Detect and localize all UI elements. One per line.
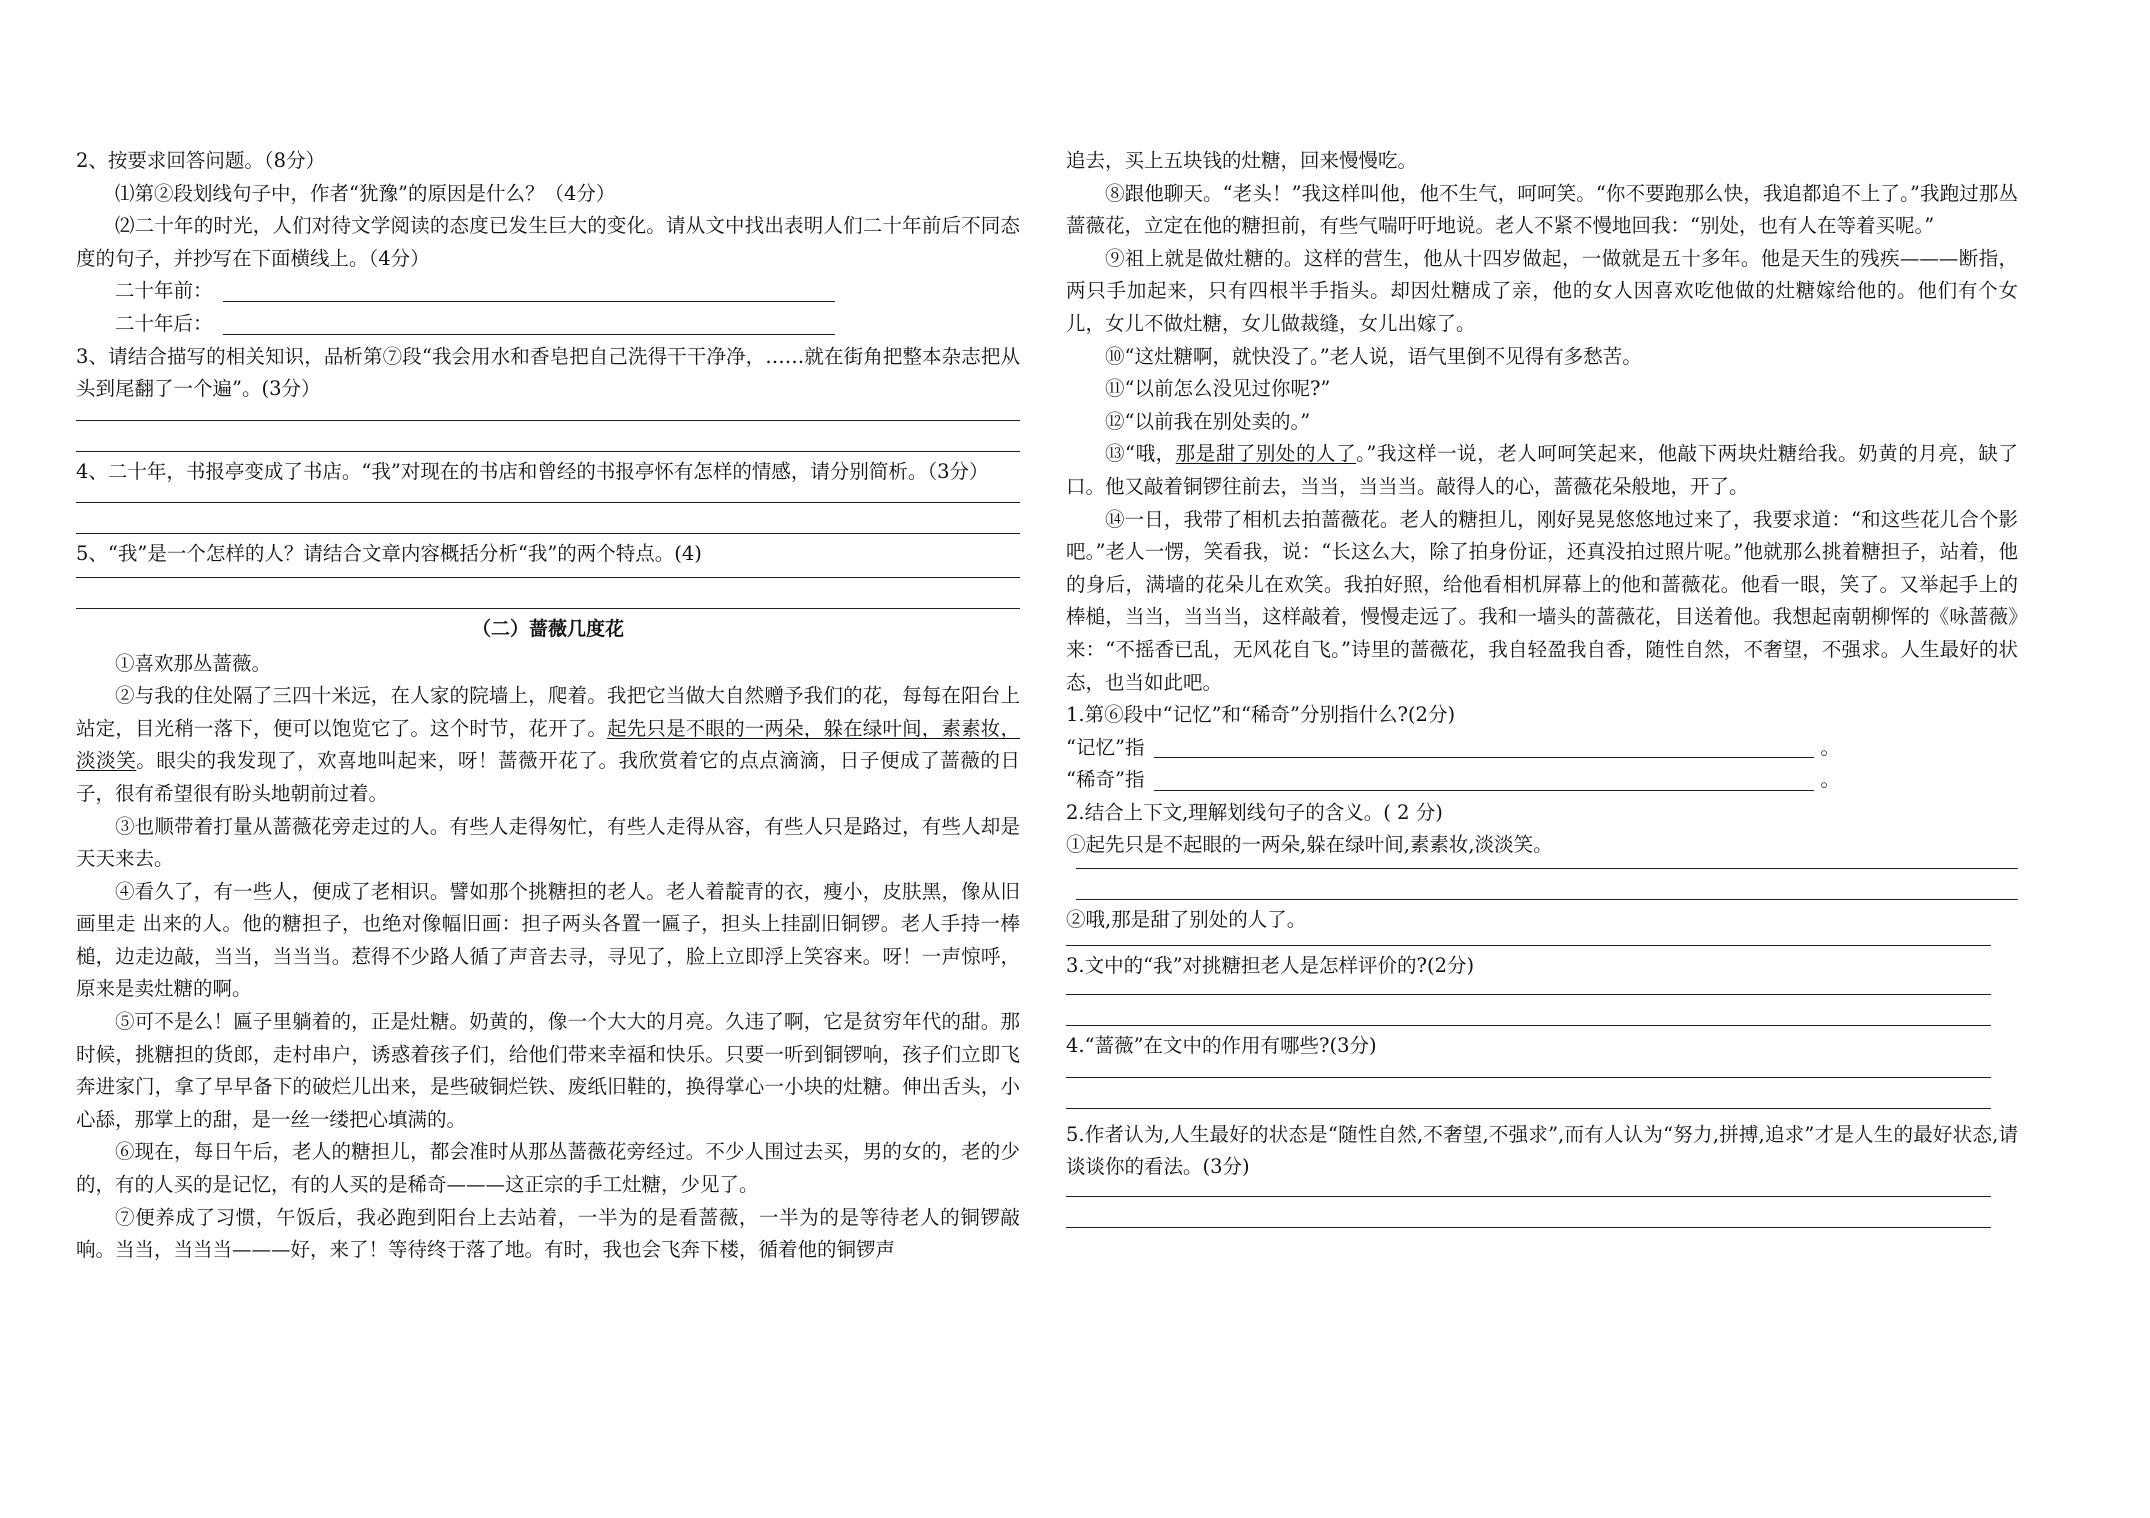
rq3-stem: 3.文中的“我”对挑糖担老人是怎样评价的?(2分)	[1066, 953, 1475, 977]
q2-sub1: ⑴第②段划线句子中，作者“犹豫”的原因是什么？（4分）	[115, 181, 616, 205]
rq2-stem: 2.结合上下文,理解划线句子的含义。( 2 分)	[1066, 800, 1443, 824]
paragraph-3: ③也顺带着打量从蔷薇花旁走过的人。有些人走得匆忙，有些人走得从容，有些人只是路过，有些人却是天天来去。	[76, 814, 1020, 871]
q4-stem: 4、二十年，书报亭变成了书店。“我”对现在的书店和曾经的书报亭怀有怎样的情感，请分别简析。（3分）	[76, 459, 989, 483]
rq3-answer-line[interactable]	[1066, 1025, 1991, 1026]
paragraph-13: ⑬“哦，那是甜了别处的人了。”我这样一说，老人呵呵笑起来，他敲下两块灶糖给我。奶黄的月亮，缺了口。他又敲着铜锣往前去，当当，当当当。敲得人的心，蔷薇花朵般地，开了。	[1066, 442, 2018, 498]
paragraph-5: ⑤可不是么！匾子里躺着的，正是灶糖。奶黄的，像一个大大的月亮。久违了啊，它是贫穷年代的甜。那时候，挑糖担的货郎，走村串户，诱惑着孩子们，给他们带来幸福和快乐。只要一听到铜锣响，孩子们立即飞奔进家门，拿了早早备下的破烂儿出来，是些破铜烂铁、废纸旧鞋的，换得掌心一小块的灶糖。伸出舌头，小心舔，那掌上的甜，是一丝一缕把心填满的。	[76, 1010, 1020, 1131]
q5-answer-line[interactable]	[76, 608, 1020, 609]
rq2-2-answer-line[interactable]	[1066, 945, 1991, 946]
rq4-answer-line[interactable]	[1066, 1077, 1991, 1078]
paragraph-14: ⑭一日，我带了相机去拍蔷薇花。老人的糖担儿，刚好晃晃悠悠地过来了，我要求道：“和这些花儿合个影吧。”老人一愣，笑看我，说：“长这么大，除了拍身份证，还真没拍过照片呢。”他就那么挑着糖担子，站着，他的身后，满墙的花朵儿在欢笑。我拍好照，给他看相机屏幕上的他和蔷薇花。他看一眼，笑了。又举起手上的棒槌，当当，当当当，这样敲着，慢慢走远了。我和一墙头的蔷薇花，目送着他。我想起南朝柳恽的《咏蔷薇》来：“不摇香已乱，无风花自飞。”诗里的蔷薇花，我自轻盈我自香，随性自然，不奢望，不强求。人生最好的状态，也当如此吧。	[1066, 507, 2018, 694]
rq2-1-answer-line[interactable]	[1076, 868, 2018, 869]
rq2-item1: ①起先只是不起眼的一两朵,躲在绿叶间,素素妆,淡淡笑。	[1066, 833, 1553, 857]
after-label: 二十年后：	[115, 311, 213, 335]
before-label: 二十年前：	[115, 279, 213, 303]
paragraph-12: ⑫“以前我在别处卖的。”	[1105, 409, 1311, 433]
paragraph-11: ⑪“以前怎么没见过你呢?”	[1105, 377, 1331, 401]
q5-answer-line[interactable]	[76, 577, 1020, 578]
rq4-stem: 4.“蔷薇”在文中的作用有哪些?(3分)	[1066, 1034, 1377, 1058]
rq2-item2: ②哦,那是甜了别处的人了。	[1066, 908, 1307, 932]
rq5-answer-line[interactable]	[1066, 1227, 1991, 1228]
memory-answer-line[interactable]	[1154, 735, 1814, 758]
paragraph-9: ⑨祖上就是做灶糖的。这样的营生，他从十四岁做起，一做就是五十多年。他是天生的残疾———断指，两只手加起来，只有四根半手指头。却因灶糖成了亲，他的女人因喜欢吃他做的灶糖嫁给他的。他们有个女儿，女儿不做灶糖，女儿做裁缝，女儿出嫁了。	[1066, 246, 2018, 335]
paragraph-2: ②与我的住处隔了三四十米远，在人家的院墙上，爬着。我把它当做大自然赠予我们的花，每每在阳台上站定，目光稍一落下，便可以饱览它了。这个时节，花开了。起先只是不眼的一两朵，躲在绿叶间，素素妆，淡淡笑。眼尖的我发现了，欢喜地叫起来，呀！蔷薇开花了。我欣赏着它的点点滴滴，日子便成了蔷薇的日子，很有希望很有盼头地朝前过着。	[76, 684, 1020, 805]
rq5-stem: 5.作者认为,人生最好的状态是“随性自然,不奢望,不强求”,而有人认为“努力,拼搏,追求”才是人生的最好状态,请谈谈你的看法。(3分)	[1066, 1122, 2018, 1179]
q3-answer-line[interactable]	[76, 451, 1020, 452]
q4-answer-line[interactable]	[76, 533, 1020, 534]
paragraph-8: ⑧跟他聊天。“老头！”我这样叫他，他不生气，呵呵笑。“你不要跑那么快，我追都追不上了。”我跑过那丛蔷薇花，立定在他的糖担前，有些气喘吁吁地说。老人不紧不慢地回我：“别处，也有人在等着买呢。”	[1066, 181, 2018, 238]
rq1-stem: 1.第⑥段中“记忆”和“稀奇”分别指什么?(2分)	[1066, 703, 1456, 727]
paragraph-4: ④看久了，有一些人，便成了老相识。譬如那个挑糖担的老人。老人着靛青的衣，瘦小，皮肤黑，像从旧画里走 出来的人。他的糖担子，也绝对像幅旧画：担子两头各置一匾子，担头上挂副旧铜锣。老人手持一棒槌，边走边敲，当当，当当当。惹得不少路人循了声音去寻，寻见了，脸上立即浮上笑容来。呀！一声惊呼，原来是卖灶糖的啊。	[76, 879, 1020, 1001]
after-answer-line[interactable]	[223, 312, 835, 335]
q3-answer-line[interactable]	[76, 420, 1020, 421]
underlined-sentence: 起先只是不眼的一两朵，躲在绿叶间，素素妆，淡淡笑	[76, 716, 1020, 773]
q3-stem: 3、请结合描写的相关知识，品析第⑦段“我会用水和香皂把自己洗得干干净净，……就在街角把整本杂志把从头到尾翻了一个遍”。(3分）	[76, 344, 1020, 401]
rare-row: “稀奇”指 。	[1066, 764, 2018, 797]
paragraph-7-continued: 追去，买上五块钱的灶糖，回来慢慢吃。	[1066, 149, 1418, 172]
underlined-sentence: 那是甜了别处的人了	[1175, 442, 1357, 466]
before-answer-line[interactable]	[223, 279, 835, 302]
rq2-1-answer-line[interactable]	[1076, 899, 2018, 900]
rq4-answer-line[interactable]	[1066, 1108, 1991, 1109]
q5-stem: 5、“我”是一个怎样的人？请结合文章内容概括分析“我”的两个特点。(4)	[76, 542, 702, 566]
paragraph-7: ⑦便养成了习惯，午饭后，我必跑到阳台上去站着，一半为的是看蔷薇，一半为的是等待老人的铜锣敲响。当当，当当当———好，来了！等待终于落了地。有时，我也会飞奔下楼，循着他的铜锣声	[76, 1205, 1020, 1262]
paragraph-6: ⑥现在，每日午后，老人的糖担儿，都会准时从那丛蔷薇花旁经过。不少人围过去买，男的女的，老的少的，有的人买的是记忆，有的人买的是稀奇———这正宗的手工灶糖，少见了。	[76, 1140, 1020, 1197]
after-row	[76, 308, 1020, 341]
q2-sub2: ⑵二十年的时光，人们对待文学阅读的态度已发生巨大的变化。请从文中找出表明人们二十年前后不同态度的句子，并抄写在下面横线上。（4分）	[76, 214, 1020, 270]
left-column	[76, 145, 1020, 1267]
memory-label: “记忆”指	[1066, 735, 1145, 759]
q4-answer-line[interactable]	[76, 502, 1020, 503]
paragraph-10: ⑩“这灶糖啊，就快没了。”老人说，语气里倒不见得有多愁苦。	[1105, 344, 1642, 368]
rq3-answer-line[interactable]	[1066, 994, 1991, 995]
rare-label: “稀奇”指	[1066, 768, 1145, 792]
rq5-answer-line[interactable]	[1066, 1196, 1991, 1197]
memory-row: “记忆”指 。	[1066, 732, 2018, 765]
right-column	[1066, 145, 2018, 1228]
q2-stem: 2、按要求回答问题。（8分）	[76, 149, 326, 172]
rare-answer-line[interactable]	[1154, 768, 1814, 791]
section-title: （二）蔷薇几度花	[471, 617, 624, 640]
paragraph-1: ①喜欢那丛蔷薇。	[115, 651, 272, 675]
before-row	[76, 275, 1020, 308]
